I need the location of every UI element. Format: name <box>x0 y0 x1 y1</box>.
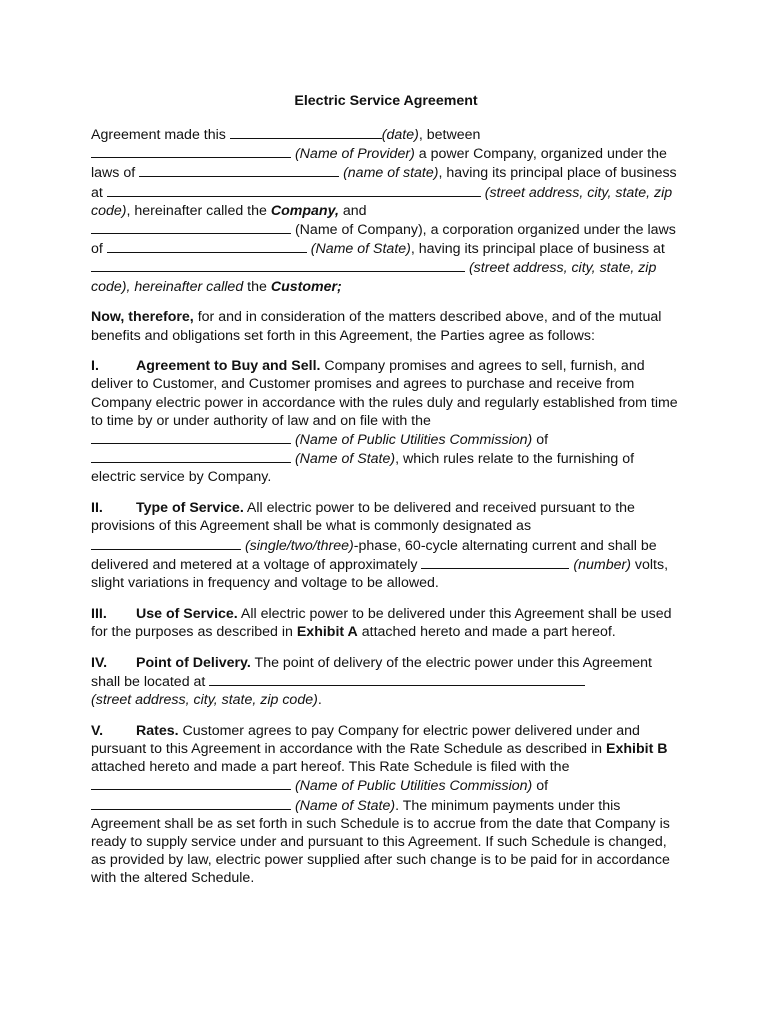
section-number: II. <box>91 500 103 517</box>
now-therefore-text: for and in consideration of the matters described above, and of the mutual benefits and obligations set forth in this Agreement, the Parties agree as follows: <box>91 309 662 344</box>
section-text: Customer agrees to pay Company for electric power delivered under and pursuant to this Agreement in accordance with the Rate Schedule as described in <box>91 722 640 757</box>
provider-state-hint: (name of state) <box>343 165 439 182</box>
state-hint: (Name of State) <box>294 451 396 468</box>
section-1 <box>91 357 681 486</box>
section-heading: Type of Service. <box>136 500 244 517</box>
intro-text: the <box>243 278 271 295</box>
date-blank[interactable] <box>230 125 382 139</box>
section-2 <box>91 499 681 592</box>
delivery-address-hint: (street address, city, state, zip code) <box>91 691 318 708</box>
section-text: volts, slight variations in frequency and voltage to be allowed. <box>91 556 669 591</box>
rate-state-hint: (Name of State) <box>294 797 396 814</box>
section-5 <box>91 722 681 888</box>
section-number: III. <box>91 605 107 622</box>
customer-address-blank[interactable] <box>91 258 465 272</box>
document-page <box>91 92 681 900</box>
intro-text: and <box>338 202 367 219</box>
commission-hint: (Name of Public Utilities Commission) <box>294 432 533 449</box>
provider-name-hint: (Name of Provider) <box>294 146 415 163</box>
state-blank[interactable] <box>91 449 291 463</box>
rate-state-blank[interactable] <box>91 796 291 810</box>
document-title: Electric Service Agreement <box>294 93 478 109</box>
provider-state-blank[interactable] <box>139 163 339 177</box>
delivery-address-blank[interactable] <box>209 672 585 686</box>
section-text: of <box>532 778 549 795</box>
exhibit-a-ref: Exhibit A <box>296 623 358 640</box>
provider-address-blank[interactable] <box>107 183 481 197</box>
intro-text: , hereinafter called the <box>126 202 271 219</box>
phase-hint: (single/two/three) <box>244 537 354 554</box>
section-text: The point of delivery of the electric power under this Agreement shall be located at <box>91 654 652 690</box>
voltage-blank[interactable] <box>421 555 569 569</box>
intro-paragraph <box>91 125 681 296</box>
customer-term: Customer; <box>270 278 342 295</box>
section-heading: Agreement to Buy and Sell. <box>136 358 321 375</box>
provider-name-blank[interactable] <box>91 144 291 158</box>
phase-blank[interactable] <box>91 536 241 550</box>
company-term: Company, <box>270 202 339 219</box>
section-number: IV. <box>91 654 108 671</box>
intro-text: a power Company, organized under the laws of <box>91 146 667 182</box>
section-heading: Rates. <box>136 722 179 739</box>
customer-state-blank[interactable] <box>107 239 307 253</box>
now-therefore-paragraph <box>91 308 681 344</box>
section-text: All electric power to be delivered and received pursuant to the provisions of this Agreement shall be what is commonly designated as <box>91 500 635 535</box>
now-therefore-lead: Now, therefore, <box>91 309 194 326</box>
section-heading: Point of Delivery. <box>136 654 251 671</box>
rate-commission-hint: (Name of Public Utilities Commission) <box>294 778 533 795</box>
intro-text: , having its principal place of business at <box>91 165 677 201</box>
intro-text: Agreement made this <box>91 127 230 143</box>
intro-text: , having its principal place of business at <box>410 241 665 258</box>
customer-state-hint: (Name of State) <box>310 241 411 258</box>
rate-commission-blank[interactable] <box>91 776 291 790</box>
section-text: attached hereto and made a part hereof. This Rate Schedule is filed with the <box>91 759 570 776</box>
section-text: of <box>532 432 549 449</box>
section-number: I. <box>91 358 99 375</box>
section-text: . <box>317 691 322 708</box>
section-4 <box>91 654 681 710</box>
section-heading: Use of Service. <box>136 605 238 622</box>
exhibit-b-ref: Exhibit B <box>606 740 668 757</box>
customer-name-blank[interactable] <box>91 220 291 234</box>
section-number: V. <box>91 722 104 739</box>
commission-blank[interactable] <box>91 430 291 444</box>
section-text: Company promises and agrees to sell, furnish, and deliver to Customer, and Customer promises and agrees to purchase and receive from Company electric power in accordance with the rules duly and regularly established from time to time by or under authority of law and on file with the <box>91 358 678 429</box>
section-3 <box>91 605 681 641</box>
intro-text: (Name of Company), a corporation organized under the laws of <box>91 222 676 258</box>
voltage-hint: (number) <box>573 556 631 573</box>
section-text: attached hereto and made a part hereof. <box>357 623 616 640</box>
section-text: -phase, 60-cycle alternating current and shall be delivered and metered at a voltage of approximately <box>91 537 657 573</box>
customer-address-hint: (street address, city, state, zip code), hereinafter called <box>91 260 657 295</box>
intro-text: , between <box>418 127 481 143</box>
section-text: , which rules relate to the furnishing of electric service by Company. <box>91 451 635 486</box>
section-text: All electric power to be delivered under this Agreement shall be used for the purposes as described in <box>91 605 672 640</box>
section-text: . The minimum payments under this Agreement shall be as set forth in such Schedule is to accrue from the date that Company is ready to supply service under and pursuant to this Agreement. If such Schedule is changed, as provided by law, electric power supplied after such change is to be paid for in accordance with the altered Schedule. <box>91 797 670 887</box>
date-hint: (date) <box>381 127 419 143</box>
provider-address-hint: (street address, city, state, zip code) <box>91 184 673 219</box>
